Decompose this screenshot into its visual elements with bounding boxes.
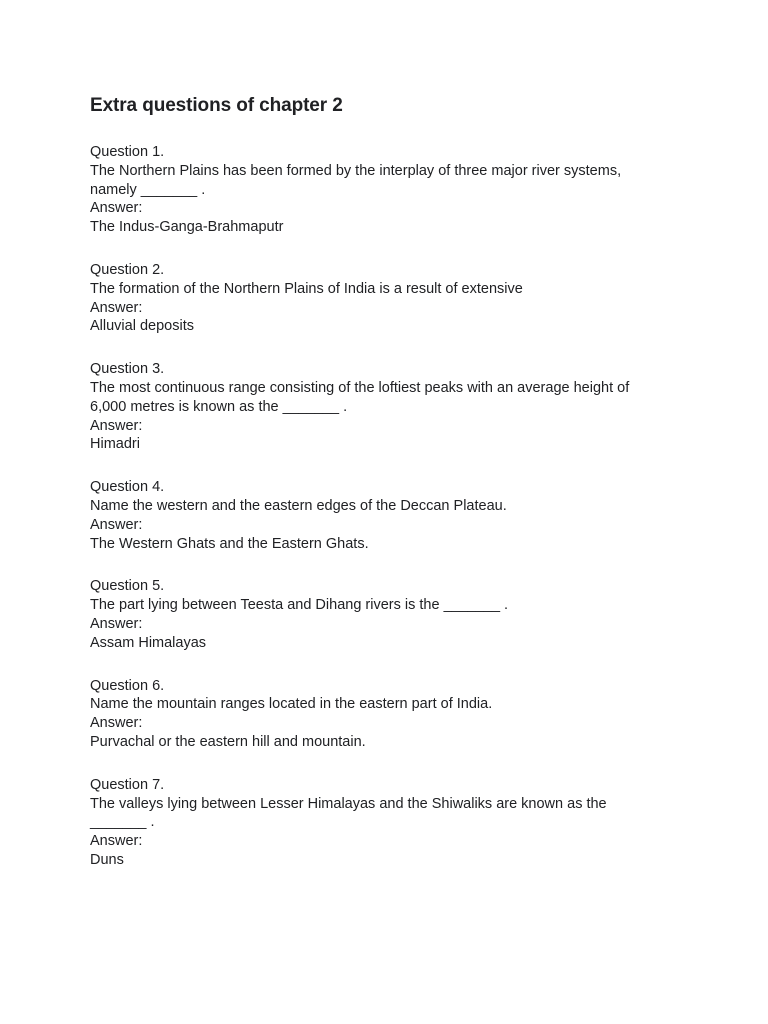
answer-text: The Western Ghats and the Eastern Ghats.	[90, 535, 369, 552]
question-item-3	[90, 360, 690, 454]
document-page	[90, 0, 690, 894]
answer-label: Answer:	[90, 200, 143, 217]
question-list	[90, 143, 690, 870]
question-text: The valleys lying between Lesser Himalayas and the Shiwaliks are known as the _______ .	[90, 795, 611, 831]
question-item-2	[90, 261, 690, 336]
question-text: The part lying between Teesta and Dihang rivers is the _______ .	[90, 597, 509, 614]
question-text: The most continuous range consisting of the loftiest peaks with an average height of 6,000 metres is known as the _______ .	[90, 379, 634, 415]
document-title: Extra questions of chapter 2	[90, 95, 343, 116]
question-label: Question 3.	[90, 361, 165, 378]
answer-label: Answer:	[90, 715, 143, 732]
question-label: Question 2.	[90, 261, 165, 278]
question-label: Question 4.	[90, 479, 165, 496]
answer-label: Answer:	[90, 833, 143, 850]
question-label: Question 6.	[90, 677, 165, 694]
answer-text: Himadri	[90, 436, 140, 453]
answer-text: Duns	[90, 851, 124, 868]
answer-label: Answer:	[90, 417, 143, 434]
question-text: The formation of the Northern Plains of India is a result of extensive	[90, 280, 523, 297]
question-item-1	[90, 143, 690, 237]
question-label: Question 5.	[90, 578, 165, 595]
question-label: Question 7.	[90, 776, 165, 793]
question-item-6	[90, 677, 690, 752]
answer-label: Answer:	[90, 615, 143, 632]
answer-label: Answer:	[90, 299, 143, 316]
answer-text: The Indus-Ganga-Brahmaputr	[90, 219, 284, 236]
answer-text: Assam Himalayas	[90, 634, 207, 651]
answer-label: Answer:	[90, 516, 143, 533]
question-item-7	[90, 776, 690, 870]
answer-text: Purvachal or the eastern hill and mountain.	[90, 733, 366, 750]
question-text: Name the western and the eastern edges of the Deccan Plateau.	[90, 497, 507, 514]
question-text: Name the mountain ranges located in the eastern part of India.	[90, 696, 493, 713]
question-label: Question 1.	[90, 144, 165, 160]
question-item-5	[90, 577, 690, 652]
answer-text: Alluvial deposits	[90, 318, 194, 335]
question-item-4	[90, 478, 690, 553]
question-text: The Northern Plains has been formed by the interplay of three major river systems, namely _______ .	[90, 162, 626, 198]
